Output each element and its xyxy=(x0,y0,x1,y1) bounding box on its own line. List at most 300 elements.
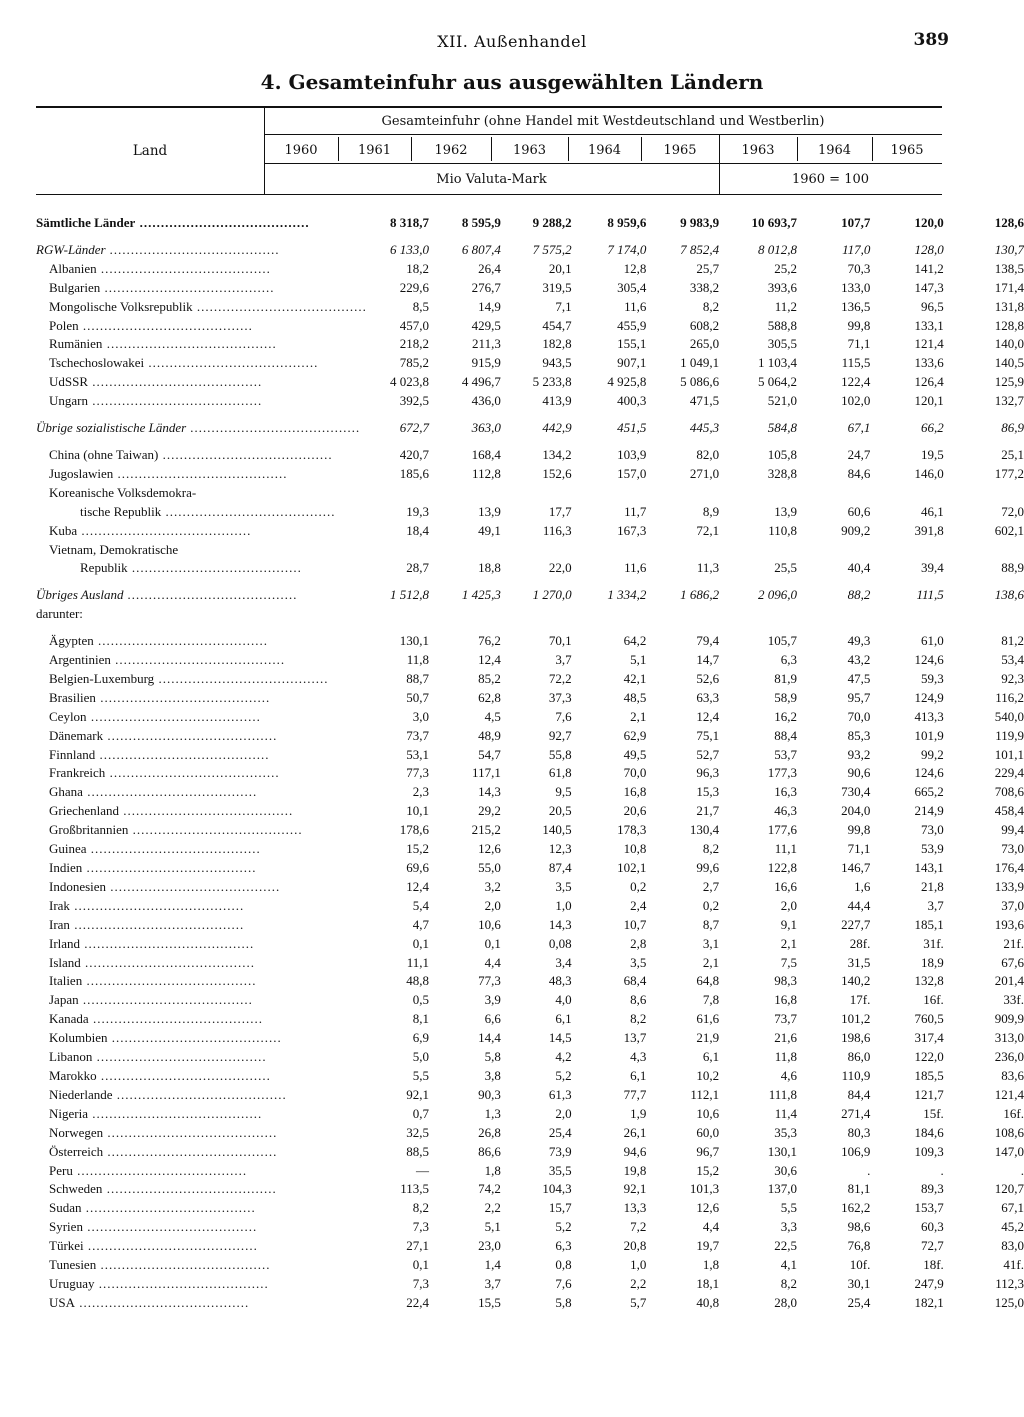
leader-dots: ........................................ xyxy=(82,784,258,800)
value-cell: 42,1 xyxy=(623,670,647,686)
value-cell: 28,7 xyxy=(406,560,430,576)
country-name: Tunesien xyxy=(49,1257,97,1273)
table-row xyxy=(36,541,1024,560)
value-cell: 72,1 xyxy=(696,522,720,538)
value-cell: 10,8 xyxy=(623,841,647,857)
country-name: Großbritannien xyxy=(49,822,129,838)
value-cell: 1,6 xyxy=(854,878,871,894)
value-cell: 5,2 xyxy=(555,1219,572,1235)
value-cell: 10 693,7 xyxy=(751,215,797,230)
value-cell: 157,0 xyxy=(617,465,647,481)
value-cell: 1 512,8 xyxy=(390,587,430,603)
value-cell: 363,0 xyxy=(471,420,501,436)
value-cell: 32,5 xyxy=(406,1124,430,1140)
value-cell: 2,2 xyxy=(484,1200,501,1216)
value-cell: 84,6 xyxy=(847,465,871,481)
value-cell: 429,5 xyxy=(471,317,501,333)
leader-dots: ........................................ xyxy=(123,587,298,603)
leader-dots: ........................................ xyxy=(93,633,269,649)
country-label xyxy=(36,727,367,746)
leader-dots: ........................................ xyxy=(96,1257,271,1273)
value-cell: 8,6 xyxy=(630,992,647,1008)
value-cell: 16,2 xyxy=(774,708,797,724)
country-name: Island xyxy=(49,954,81,970)
value-cell: 71,1 xyxy=(847,841,871,857)
value-cell: 76,2 xyxy=(478,633,501,649)
value-cell: 83,0 xyxy=(1001,1238,1024,1254)
value-cell: 102,0 xyxy=(841,393,871,409)
value-cell: 5,4 xyxy=(412,897,430,913)
value-cell: 99,6 xyxy=(696,860,720,875)
leader-dots: ........................................ xyxy=(88,374,263,390)
value-cell: 167,3 xyxy=(617,522,647,538)
value-cell: 215,2 xyxy=(471,822,501,838)
value-cell: 111,5 xyxy=(916,587,944,603)
value-cell: 88,4 xyxy=(774,727,797,743)
value-cell: 122,0 xyxy=(914,1049,944,1065)
country-label xyxy=(36,522,367,541)
country-name: Übriges Ausland xyxy=(36,587,124,603)
value-cell: 760,5 xyxy=(914,1011,944,1027)
value-cell: 185,5 xyxy=(914,1067,944,1083)
value-cell: 6,1 xyxy=(555,1011,572,1027)
value-cell: 98,3 xyxy=(774,973,797,989)
value-cell: 49,5 xyxy=(623,746,647,762)
value-cell: 19,7 xyxy=(696,1238,720,1254)
value-cell: 8,2 xyxy=(702,298,720,314)
value-cell: 69,6 xyxy=(406,860,430,875)
value-cell: 88,5 xyxy=(406,1143,430,1159)
value-cell: 445,3 xyxy=(689,420,720,436)
value-cell: 8,7 xyxy=(702,916,720,932)
country-name: Italien xyxy=(49,973,83,989)
country-label xyxy=(36,335,367,354)
value-cell: 116,2 xyxy=(995,689,1024,705)
value-cell: 70,3 xyxy=(847,260,871,276)
value-cell: 155,1 xyxy=(617,336,647,352)
value-cell: 5,2 xyxy=(555,1067,572,1083)
value-cell: 75,1 xyxy=(696,727,720,743)
value-cell: 8,2 xyxy=(630,1011,647,1027)
value-cell: 70,0 xyxy=(847,708,871,724)
table-row xyxy=(36,708,1024,727)
value-cell: 28,0 xyxy=(774,1294,797,1310)
value-cell: 3,7 xyxy=(927,897,944,913)
value-cell: 112,1 xyxy=(690,1086,720,1102)
table-row xyxy=(36,419,1024,438)
country-name: Ungarn xyxy=(49,393,88,409)
value-cell: 4,7 xyxy=(412,916,430,932)
value-cell: 47,5 xyxy=(847,670,871,686)
country-label xyxy=(36,954,367,973)
value-cell: 176,4 xyxy=(994,860,1024,875)
table-row xyxy=(36,972,1024,991)
table-row xyxy=(36,1218,1024,1237)
country-label xyxy=(36,279,367,298)
leader-dots: ........................................ xyxy=(135,215,310,230)
value-cell: 2,3 xyxy=(412,784,430,800)
table-row xyxy=(36,317,1024,336)
table-row xyxy=(36,897,1024,916)
value-cell: 2,0 xyxy=(780,897,797,913)
value-cell: 177,3 xyxy=(767,765,797,781)
group-header-rule xyxy=(264,134,942,135)
country-label xyxy=(36,746,367,765)
value-cell: 37,0 xyxy=(1001,897,1024,913)
value-cell: 58,9 xyxy=(774,689,797,705)
value-cell: 0,8 xyxy=(555,1257,572,1273)
value-cell: 52,6 xyxy=(696,670,720,686)
value-cell: 24,7 xyxy=(847,446,871,462)
country-label xyxy=(36,651,367,670)
table-row xyxy=(36,1275,1024,1294)
value-cell: 6,6 xyxy=(484,1011,501,1027)
country-name: Übrige sozialistische Länder xyxy=(36,420,187,436)
country-name: Uruguay xyxy=(49,1275,95,1291)
value-cell: 12,4 xyxy=(696,708,720,724)
value-cell: 2,1 xyxy=(702,954,720,970)
value-cell: 117,0 xyxy=(842,241,871,257)
leader-dots: ........................................ xyxy=(107,1030,282,1046)
value-cell: 588,8 xyxy=(767,317,797,333)
spacer-cell xyxy=(36,438,1024,446)
value-cell: 6,9 xyxy=(412,1030,430,1046)
value-cell: 12,6 xyxy=(696,1200,720,1216)
value-cell: 33f. xyxy=(1003,992,1024,1008)
value-cell: 5 233,8 xyxy=(532,374,572,390)
value-cell: 41f. xyxy=(1003,1257,1024,1273)
value-cell: 26,4 xyxy=(478,260,501,276)
value-cell: 61,0 xyxy=(921,633,944,649)
value-cell: 136,5 xyxy=(841,298,871,314)
value-cell: 3,4 xyxy=(555,954,572,970)
value-cell: 6 133,0 xyxy=(390,241,430,257)
table-row xyxy=(36,746,1024,765)
value-cell: 21,8 xyxy=(921,878,944,894)
country-name: UdSSR xyxy=(49,374,89,390)
value-cell xyxy=(944,484,1024,503)
value-cell: 115,5 xyxy=(841,355,871,371)
value-cell: 7,6 xyxy=(555,708,572,724)
value-cell: 271,0 xyxy=(689,465,720,481)
value-cell: 11,4 xyxy=(774,1105,797,1121)
value-cell: 8 012,8 xyxy=(757,241,797,257)
value-cell: 53,1 xyxy=(406,746,430,762)
table-row xyxy=(36,1105,1024,1124)
value-cell xyxy=(797,484,870,503)
year-row-rule xyxy=(264,163,942,164)
value-cell: 11,8 xyxy=(406,652,430,668)
leader-dots: ........................................ xyxy=(88,1011,263,1027)
value-cell: 130,7 xyxy=(994,241,1024,257)
value-cell: 3,1 xyxy=(702,935,720,951)
value-cell: 99,2 xyxy=(921,746,944,762)
country-name: Belgien-Luxemburg xyxy=(49,670,155,686)
value-cell: 201,4 xyxy=(994,973,1024,989)
value-cell: 229,6 xyxy=(399,279,430,295)
value-cell: 313,0 xyxy=(994,1030,1024,1046)
table-row xyxy=(36,1067,1024,1086)
table-row xyxy=(36,935,1024,954)
table-row xyxy=(36,1086,1024,1105)
value-cell: 50,7 xyxy=(406,689,430,705)
value-cell: 131,8 xyxy=(994,298,1024,314)
value-cell: 3,0 xyxy=(412,708,430,724)
value-cell: 3,5 xyxy=(555,878,572,894)
country-label xyxy=(36,1143,367,1162)
table-row xyxy=(36,484,1024,503)
table-row xyxy=(36,1199,1024,1218)
value-cell: 11,6 xyxy=(624,560,647,576)
value-cell: 77,3 xyxy=(478,973,501,989)
value-cell: 101,9 xyxy=(914,727,944,743)
year-header: 1964 xyxy=(817,143,852,158)
value-cell: 5,1 xyxy=(484,1219,501,1235)
value-cell: 80,3 xyxy=(847,1124,871,1140)
year-header: 1964 xyxy=(587,143,622,158)
value-cell xyxy=(367,605,429,624)
year-header: 1962 xyxy=(434,143,468,158)
value-cell: 88,7 xyxy=(406,670,430,686)
table-row xyxy=(36,522,1024,541)
value-cell: 128,8 xyxy=(994,317,1024,333)
value-cell: 140,2 xyxy=(841,973,871,989)
table-row xyxy=(36,1237,1024,1256)
leader-dots: ........................................ xyxy=(158,446,333,462)
value-cell: 10,7 xyxy=(623,916,647,932)
country-label xyxy=(36,260,367,279)
value-cell: 177,6 xyxy=(767,822,797,838)
leader-dots: ........................................ xyxy=(82,973,257,989)
value-cell: 7,6 xyxy=(555,1275,572,1291)
value-cell: 19,5 xyxy=(921,446,944,462)
value-cell: 59,3 xyxy=(921,670,944,686)
value-cell: 1,3 xyxy=(484,1105,501,1121)
spacer-cell xyxy=(36,578,1024,586)
value-cell: 4,2 xyxy=(555,1049,572,1065)
value-cell: 0,1 xyxy=(412,935,430,951)
value-cell: 10f. xyxy=(849,1257,871,1273)
country-label xyxy=(36,1180,367,1199)
value-cell: 40,8 xyxy=(696,1294,720,1310)
value-cell: 436,0 xyxy=(471,393,501,409)
value-cell: 25,5 xyxy=(774,560,797,576)
table-row xyxy=(36,954,1024,973)
value-cell: 48,3 xyxy=(548,973,572,989)
value-cell: 26,1 xyxy=(623,1124,647,1140)
value-cell xyxy=(501,605,572,624)
country-name: Kuba xyxy=(49,522,78,538)
table-row xyxy=(36,859,1024,878)
value-cell: 11,1 xyxy=(774,841,797,857)
value-cell: 35,3 xyxy=(774,1124,797,1140)
leader-dots: ........................................ xyxy=(128,822,303,838)
leader-dots: ........................................ xyxy=(86,708,261,724)
country-name: Marokko xyxy=(49,1067,97,1083)
value-cell: 89,3 xyxy=(921,1181,944,1197)
value-cell: 132,8 xyxy=(914,973,944,989)
country-label xyxy=(36,419,367,438)
value-cell: 7 174,0 xyxy=(607,241,647,257)
value-cell: 319,5 xyxy=(542,279,572,295)
value-cell: 11,2 xyxy=(774,298,797,314)
table-row xyxy=(36,651,1024,670)
value-cell: 29,2 xyxy=(478,803,501,819)
value-cell: 14,3 xyxy=(478,784,501,800)
country-label xyxy=(36,465,367,484)
country-label xyxy=(36,484,367,503)
country-name: Indonesien xyxy=(49,878,107,894)
value-cell: 140,5 xyxy=(994,355,1024,371)
value-cell: 8 595,9 xyxy=(461,215,501,230)
leader-dots: ........................................ xyxy=(144,355,319,371)
value-cell: 95,7 xyxy=(847,689,871,705)
value-cell: 7 575,2 xyxy=(532,241,572,257)
value-cell: 271,4 xyxy=(841,1105,871,1121)
value-cell: 14,7 xyxy=(696,652,720,668)
value-cell: 16f. xyxy=(1003,1105,1024,1121)
value-cell: 4 925,8 xyxy=(607,374,647,390)
table-row xyxy=(36,373,1024,392)
table-row xyxy=(36,1294,1024,1313)
table-row xyxy=(36,632,1024,651)
country-name: Bulgarien xyxy=(49,279,101,295)
leader-dots: ........................................ xyxy=(88,393,263,409)
table-body xyxy=(36,214,1024,1313)
value-cell: 182,8 xyxy=(542,336,572,352)
value-cell: 0,2 xyxy=(702,897,720,913)
table-row xyxy=(36,670,1024,689)
value-cell: 0,2 xyxy=(630,878,647,894)
value-cell: 153,7 xyxy=(914,1200,944,1216)
table-row xyxy=(36,1048,1024,1067)
value-cell: 103,9 xyxy=(617,446,647,462)
country-name: Sämtliche Länder xyxy=(36,215,136,230)
value-cell: 73,0 xyxy=(921,822,944,838)
leader-dots: ........................................ xyxy=(82,1219,258,1235)
value-cell: 14,5 xyxy=(548,1030,572,1046)
value-cell: 13,7 xyxy=(623,1030,647,1046)
value-cell xyxy=(429,484,501,503)
value-cell: 48,9 xyxy=(478,727,501,743)
leader-dots: ........................................ xyxy=(96,1067,271,1083)
value-cell: 4 023,8 xyxy=(390,374,430,390)
value-cell: 584,8 xyxy=(767,420,797,436)
value-cell: 96,5 xyxy=(921,298,944,314)
value-cell: 177,2 xyxy=(994,465,1024,481)
value-cell: 104,3 xyxy=(542,1181,572,1197)
value-cell: 96,7 xyxy=(696,1143,720,1159)
value-cell: 101,2 xyxy=(841,1011,871,1027)
value-cell: 2,1 xyxy=(780,935,797,951)
value-cell: 62,9 xyxy=(623,727,647,743)
value-cell xyxy=(572,484,647,503)
value-cell: 94,6 xyxy=(623,1143,647,1159)
value-cell: 128,6 xyxy=(994,215,1024,230)
table-row xyxy=(36,392,1024,411)
value-cell: 72,2 xyxy=(548,670,572,686)
country-name: Japan xyxy=(49,992,79,1008)
value-cell: 0,1 xyxy=(484,935,501,951)
table-row xyxy=(36,241,1024,260)
value-cell: 99,8 xyxy=(847,317,871,333)
country-label xyxy=(36,1105,367,1124)
country-label xyxy=(36,916,367,935)
leader-dots: ........................................ xyxy=(75,1294,250,1310)
country-label xyxy=(36,1067,367,1086)
value-cell: 168,4 xyxy=(471,446,501,462)
country-name: Indien xyxy=(49,860,83,875)
value-cell: 2,4 xyxy=(630,897,647,913)
leader-dots: ........................................ xyxy=(86,841,261,857)
value-cell: 400,3 xyxy=(617,393,647,409)
value-cell: 25,1 xyxy=(1001,446,1024,462)
table-row xyxy=(36,916,1024,935)
value-cell: 86,6 xyxy=(478,1143,501,1159)
country-name: tische Republik xyxy=(80,503,162,519)
value-cell: 13,9 xyxy=(478,503,501,519)
value-cell: 121,4 xyxy=(994,1086,1024,1102)
leader-dots: ........................................ xyxy=(82,860,257,875)
value-cell: 15,2 xyxy=(696,1162,720,1178)
value-cell: 193,6 xyxy=(994,916,1024,932)
value-cell: 0,1 xyxy=(412,1257,430,1273)
value-cell: 25,2 xyxy=(774,260,797,276)
country-name: Mongolische Volksrepublik xyxy=(49,298,193,314)
value-cell: 909,9 xyxy=(994,1011,1024,1027)
value-cell: 18,1 xyxy=(696,1275,720,1291)
value-cell: 785,2 xyxy=(399,355,430,371)
table-row xyxy=(36,214,1024,233)
value-cell: 247,9 xyxy=(914,1275,944,1291)
value-cell: 236,0 xyxy=(994,1049,1024,1065)
value-cell: 92,1 xyxy=(406,1086,430,1102)
value-cell: 1 686,2 xyxy=(680,587,720,603)
value-cell: 96,3 xyxy=(696,765,720,781)
value-cell xyxy=(501,541,572,560)
value-cell: 138,6 xyxy=(994,587,1024,603)
table-row xyxy=(36,279,1024,298)
value-cell: 10,1 xyxy=(406,803,430,819)
table-row xyxy=(36,354,1024,373)
value-cell: 16f. xyxy=(923,992,944,1008)
value-cell: 608,2 xyxy=(689,317,720,333)
value-cell: 1 334,2 xyxy=(607,587,647,603)
value-cell: 10,6 xyxy=(478,916,501,932)
country-name: RGW-Länder xyxy=(36,241,106,257)
value-cell: 3,5 xyxy=(630,954,647,970)
value-cell: 106,9 xyxy=(841,1143,871,1159)
header-bottom-rule xyxy=(36,194,942,195)
value-cell: 471,5 xyxy=(689,393,720,409)
value-cell: 4,4 xyxy=(702,1219,720,1235)
value-cell: 521,0 xyxy=(767,393,797,409)
value-cell: 4,3 xyxy=(630,1049,647,1065)
value-cell: 126,4 xyxy=(914,374,944,390)
value-cell: 73,7 xyxy=(406,727,430,743)
value-cell xyxy=(572,541,647,560)
country-label xyxy=(36,783,367,802)
value-cell: 5 086,6 xyxy=(680,374,720,390)
value-cell: 7,3 xyxy=(412,1219,430,1235)
value-cell: 13,3 xyxy=(623,1200,647,1216)
table-row xyxy=(36,1010,1024,1029)
value-cell xyxy=(501,484,572,503)
value-cell: 6,1 xyxy=(630,1067,647,1083)
value-cell: 49,1 xyxy=(478,522,501,538)
value-cell: 64,8 xyxy=(696,973,720,989)
leader-dots: ........................................ xyxy=(102,1181,277,1197)
